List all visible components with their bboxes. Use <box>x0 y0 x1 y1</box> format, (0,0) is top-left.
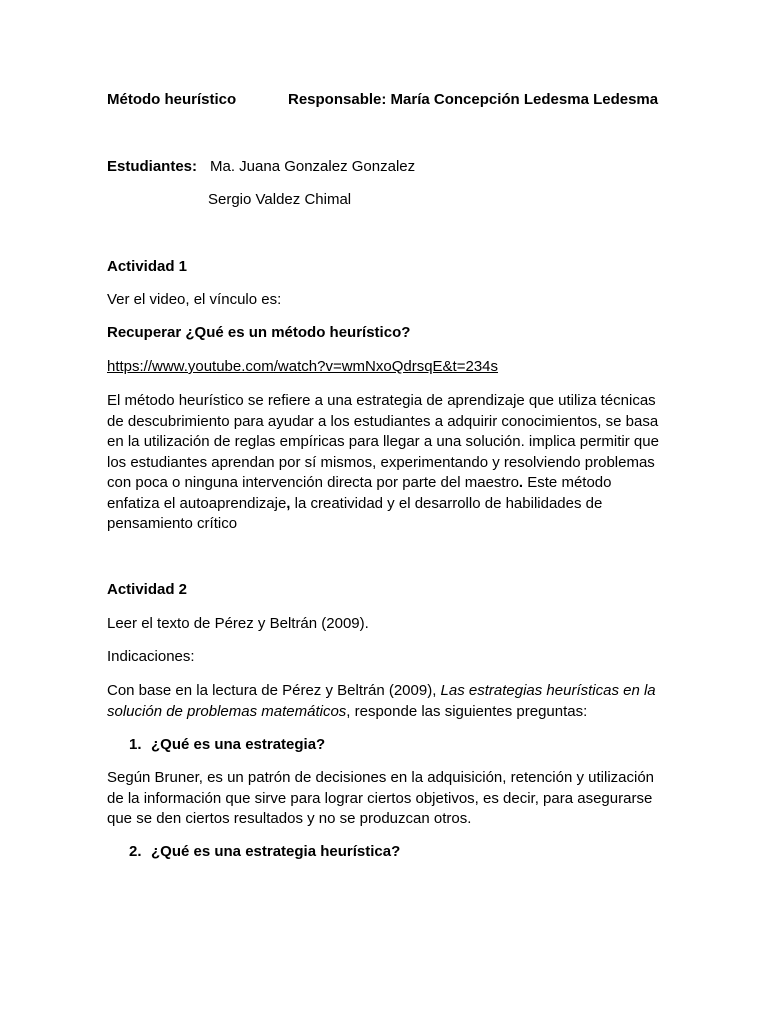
activity2-read: Leer el texto de Pérez y Beltrán (2009). <box>107 615 369 632</box>
question-1 <box>129 735 325 756</box>
activity1-intro: Ver el video, el vínculo es: <box>107 291 282 308</box>
question-2 <box>129 842 400 863</box>
instruction-title: Las estrategias heurísticas en la solución de problemas matemáticos <box>107 682 656 720</box>
activity1-body <box>107 391 667 535</box>
question-2-number: 2. <box>129 843 142 860</box>
activity1-heading: Actividad 1 <box>107 258 188 275</box>
video-title: Recuperar ¿Qué es un método heurístico? <box>107 324 411 341</box>
question-2-text: ¿Qué es una estrategia heurística? <box>151 843 401 860</box>
instruction-suffix: , responde las siguientes preguntas: <box>346 702 588 720</box>
students-label: Estudiantes: <box>107 158 198 175</box>
activity1-body-comma: , <box>286 494 291 512</box>
indications-label: Indicaciones: <box>107 648 195 665</box>
video-link[interactable]: https://www.youtube.com/watch?v=wmNxoQdrsqE&t=234s <box>107 358 499 375</box>
question-1-answer: Según Bruner, es un patrón de decisiones en la adquisición, retención y utilización de la información que sirve para lograr ciertos objetivos, es decir, para asegurarse que se den ciertos resultados y no se produzcan otros. <box>107 769 655 827</box>
student-name-1: Ma. Juana Gonzalez Gonzalez <box>210 158 416 175</box>
student-name-2: Sergio Valdez Chimal <box>208 191 352 208</box>
question-1-number: 1. <box>129 736 142 753</box>
activity1-body-part2: Este método enfatiza el autoaprendizaje <box>107 474 612 512</box>
activity1-body-dot: . <box>518 474 524 491</box>
document-title: Método heurístico <box>107 91 237 108</box>
activity1-body-part3: la creatividad y el desarrollo de habilidades de pensamiento crítico <box>107 494 603 532</box>
question-1-text: ¿Qué es una estrategia? <box>151 736 326 753</box>
activity1-body-part1: El método heurístico se refiere a una estrategia de aprendizaje que utiliza técnicas de descubrimiento para ayudar a los estudiantes a adquirir conocimientos, se basa en la utilización de reglas empíricas para llegar a una solución. implica permitir que los estudiantes aprendan por sí mismos, experimentando y resolviendo problemas con poca o ninguna intervención directa por parte del maestro <box>107 392 659 491</box>
responsable-line: Responsable: María Concepción Ledesma Ledesma <box>288 91 659 108</box>
activity2-instruction <box>107 681 667 722</box>
activity2-heading: Actividad 2 <box>107 581 188 598</box>
instruction-prefix: Con base en la lectura de Pérez y Beltrán (2009), <box>107 682 441 699</box>
